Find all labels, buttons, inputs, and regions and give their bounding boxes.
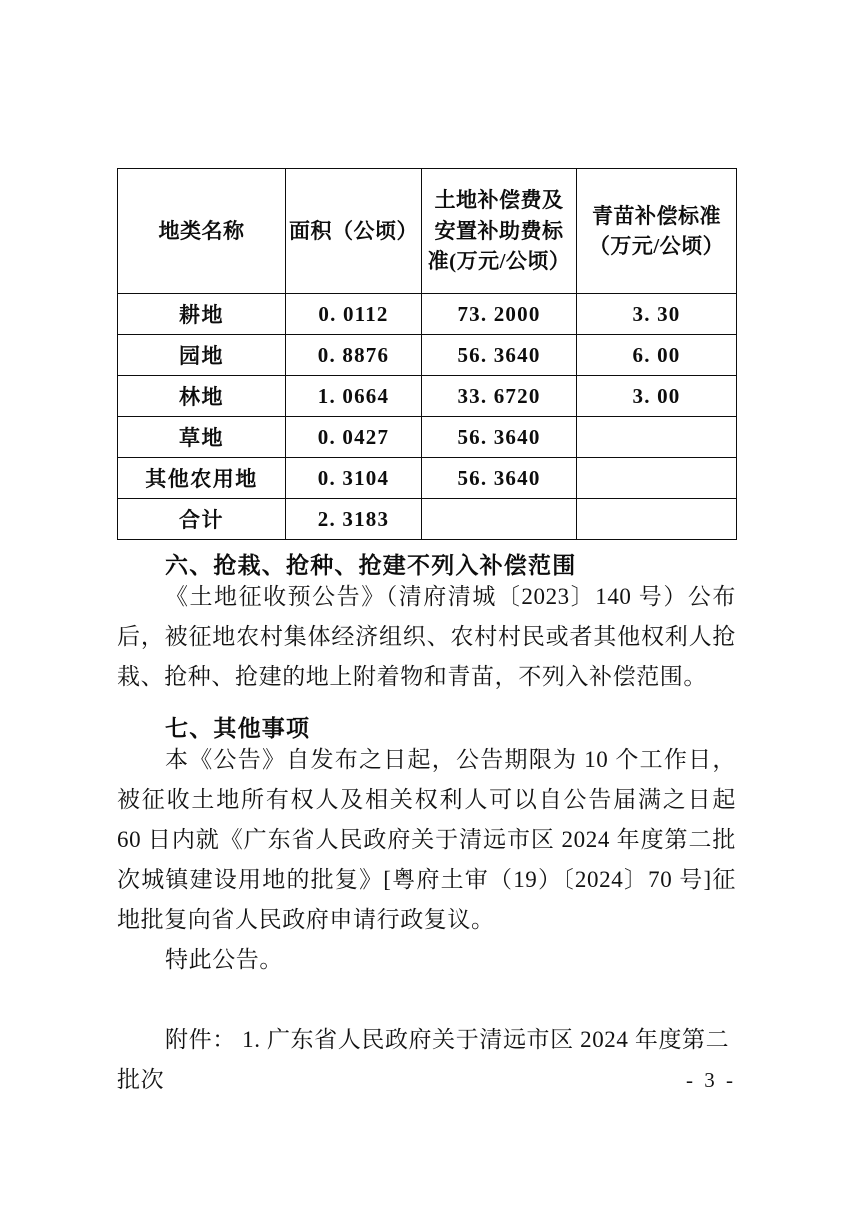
table-header-row [118,169,737,294]
section-six-paragraph: 《土地征收预公告》（清府清城〔2023〕140 号）公布后，被征地农村集体经济组织、农村村民或者其他权利人抢栽、抢种、抢建的地上附着物和青苗，不列入补偿范围。 [117,584,736,689]
cell-land-type: 林地 [118,376,286,417]
section-seven-paragraph-1: 本《公告》自发布之日起，公告期限为 10 个工作日，被征收土地所有权人及相关权利人可以自公告届满之日起 60 日内就《广东省人民政府关于清远市区 2024 年度第二批次城镇建设用地的批复》[粤府土审（19）〔2024〕70 号]征地批复向省人民政府申请行政复议。 [117,747,736,932]
cell-land-type: 草地 [118,417,286,458]
table-row-total [118,499,737,540]
spacer [117,540,736,554]
table-row [118,458,737,499]
column-header-land-compensation [422,169,577,294]
cell-crop-compensation: 3. 30 [577,294,737,335]
page-content [117,168,736,1100]
header-line: （万元/公顷） [588,234,725,258]
cell-land-compensation: 56. 3640 [422,458,577,499]
column-header-land-type [118,169,286,294]
page-number: - 3 - [686,1068,736,1092]
cell-land-compensation: 33. 6720 [422,376,577,417]
land-compensation-table [117,168,737,540]
cell-land-compensation: 73. 2000 [422,294,577,335]
cell-crop-compensation [577,417,737,458]
cell-crop-compensation [577,458,737,499]
cell-crop-compensation: 3. 00 [577,376,737,417]
section-heading-six: 六、抢栽、抢种、抢建不列入补偿范围 [165,553,577,578]
table-row [118,335,737,376]
cell-crop-compensation: 6. 00 [577,335,737,376]
cell-crop-compensation [577,499,737,540]
header-line: 安置补助费标 [434,218,564,243]
cell-area: 0. 8876 [286,335,422,376]
cell-area: 2. 3183 [286,499,422,540]
table-row [118,294,737,335]
cell-area: 0. 3104 [286,458,422,499]
cell-land-type: 其他农用地 [118,458,286,499]
section-seven-paragraph-2: 特此公告。 [165,947,283,972]
header-line: 准(万元/公顷） [427,249,571,274]
section-heading-seven: 七、其他事项 [165,716,311,741]
cell-land-compensation [422,499,577,540]
table-row [118,417,737,458]
cell-land-compensation: 56. 3640 [422,335,577,376]
spacer [117,697,736,717]
table-body [118,294,737,540]
cell-land-type: 耕地 [118,294,286,335]
cell-area: 0. 0427 [286,417,422,458]
header-line: 地类名称 [158,218,245,243]
header-line: 土地补偿费及 [434,188,564,213]
cell-area: 0. 0112 [286,294,422,335]
cell-land-compensation: 56. 3640 [422,417,577,458]
table-header [118,169,737,294]
column-header-crop-compensation [577,169,737,294]
cell-land-type: 园地 [118,335,286,376]
cell-land-type: 合计 [118,499,286,540]
attachment-line: 附件： 1. 广东省人民政府关于清远市区 2024 年度第二批次 [117,1027,730,1092]
header-line: 青苗补偿标准 [592,203,721,228]
column-header-area [286,169,422,294]
cell-area: 1. 0664 [286,376,422,417]
spacer [117,980,736,1020]
table-row [118,376,737,417]
header-line: 面积（公顷） [289,218,418,243]
